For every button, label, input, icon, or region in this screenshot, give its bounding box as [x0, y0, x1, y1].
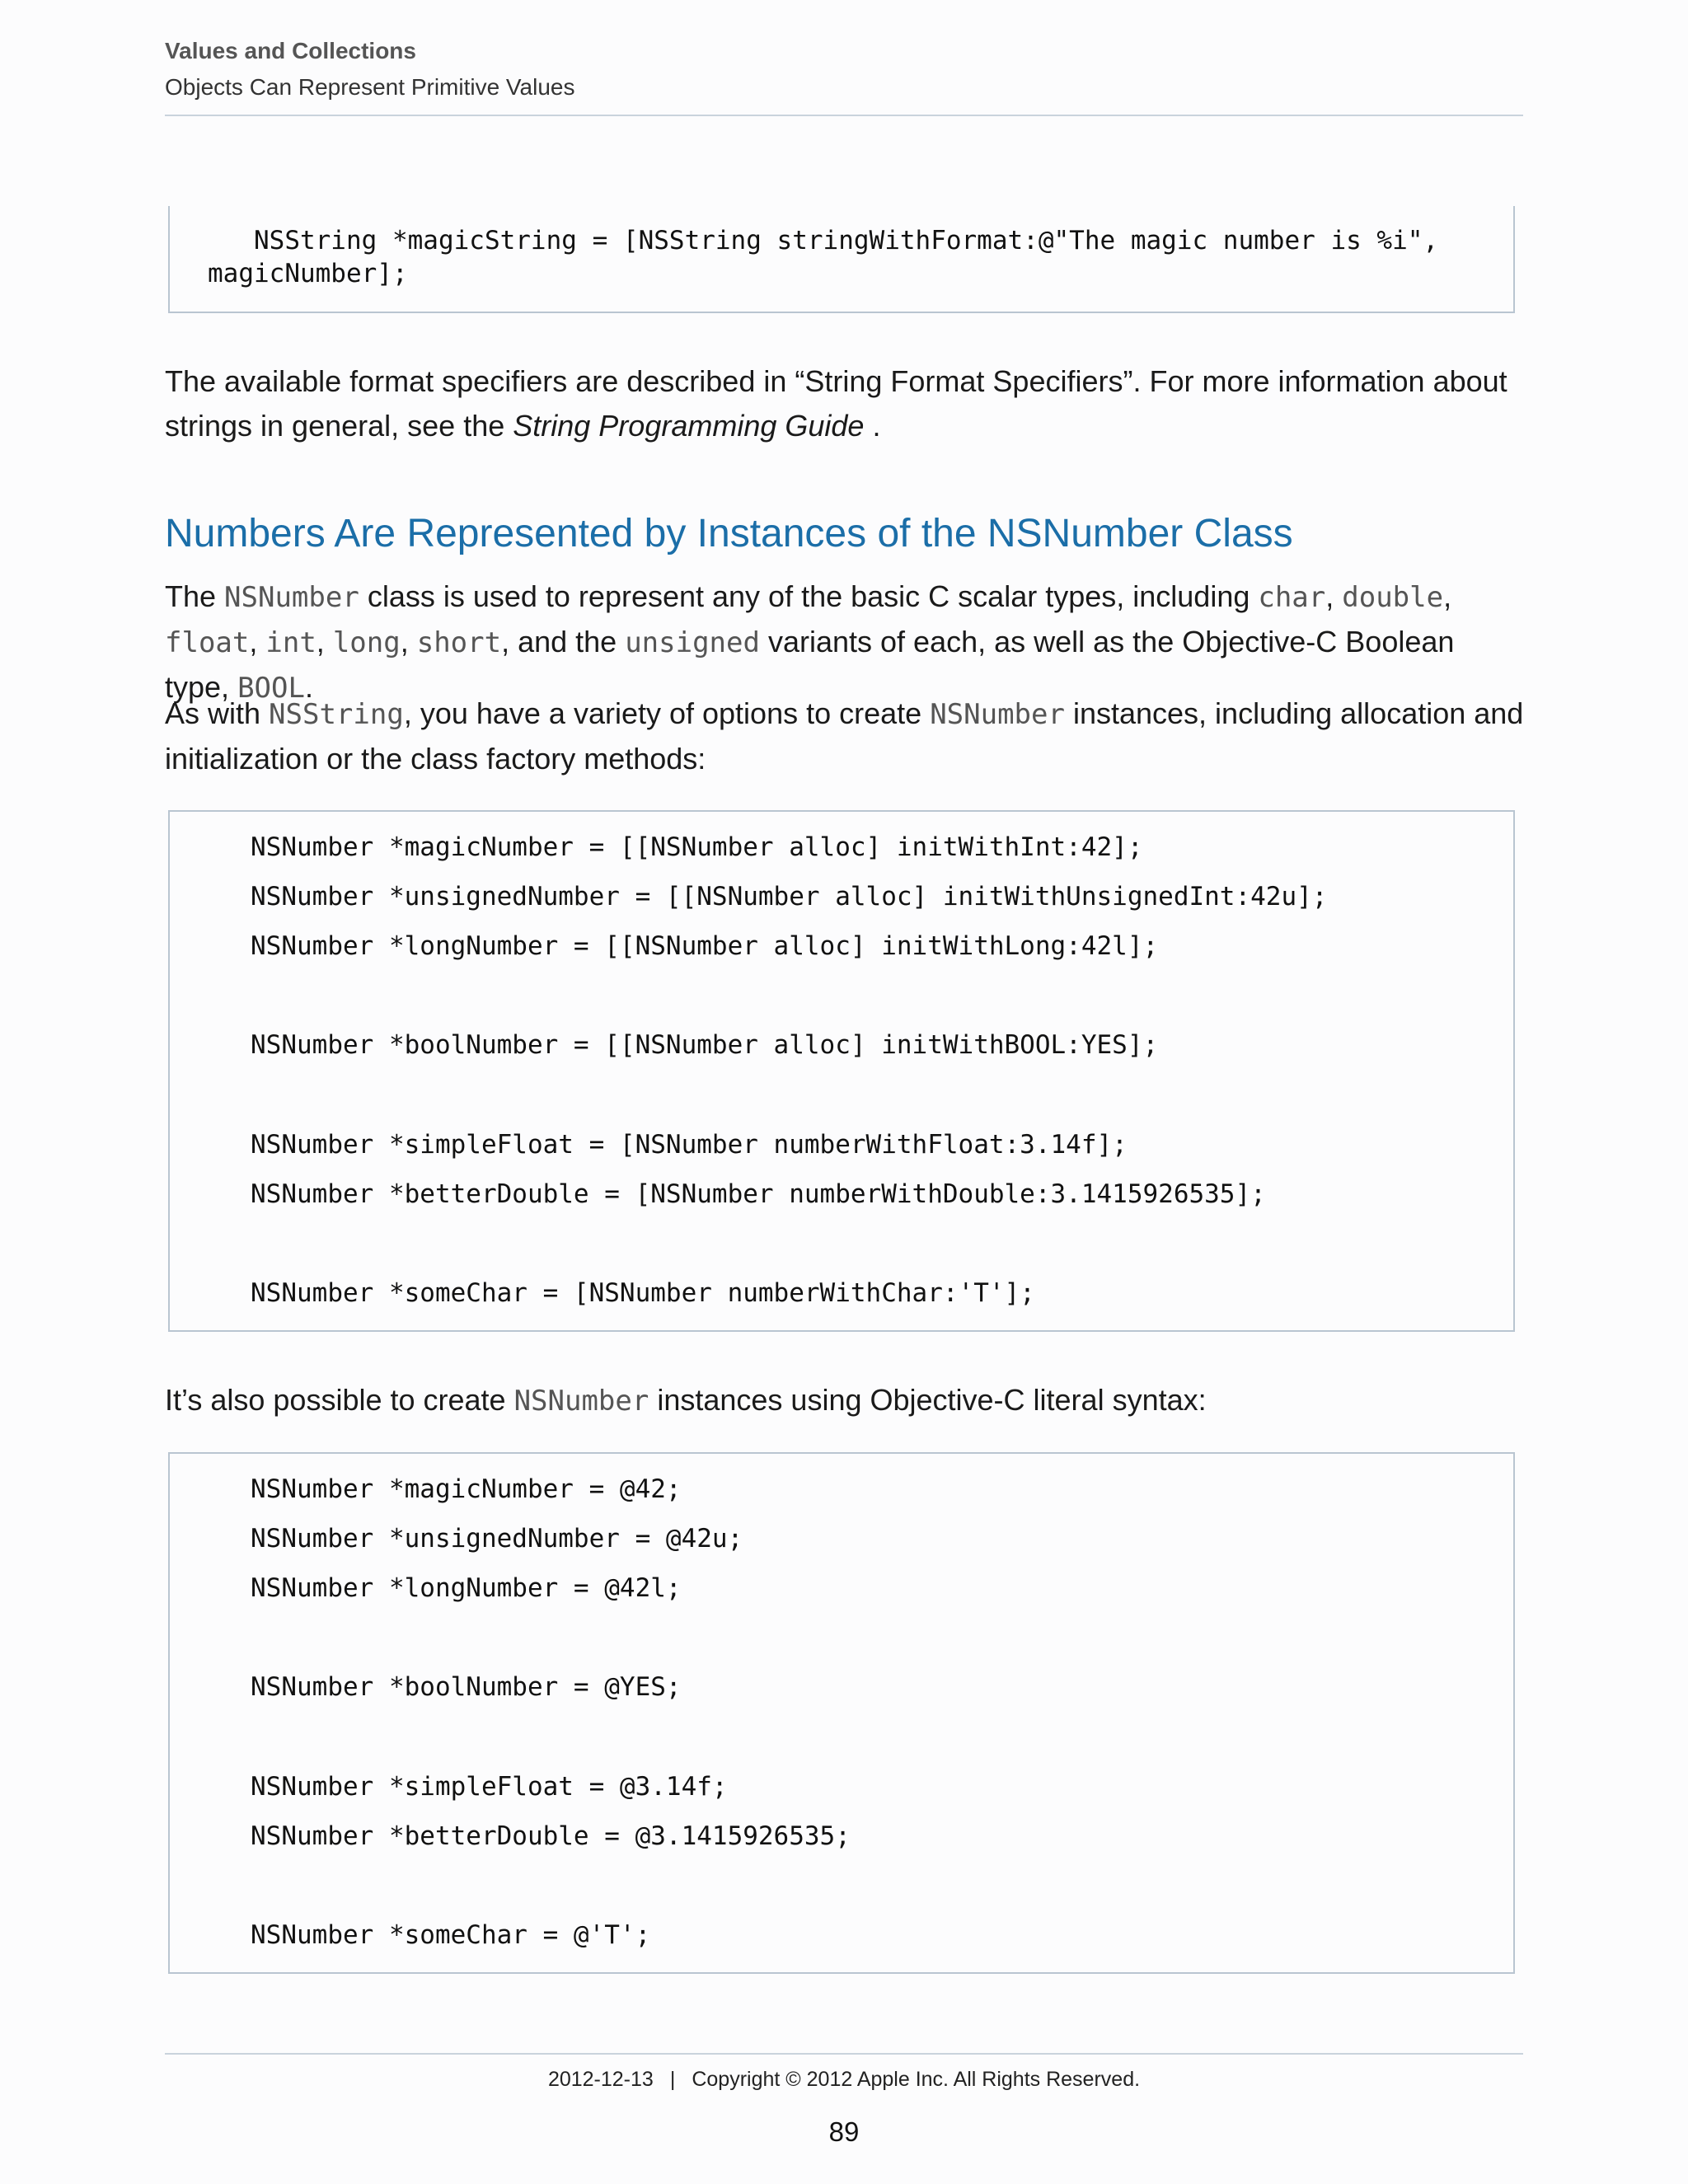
code-block-factory-methods [168, 810, 1515, 1332]
paragraph-text: . [864, 409, 881, 443]
running-header-chapter: Values and Collections [165, 38, 416, 63]
code-line: NSNumber *boolNumber = @YES; [251, 1672, 682, 1702]
paragraph-text: As with [165, 696, 270, 730]
paragraph-text: variants of each, as well as the Objective-C Boolean type, [165, 625, 1455, 704]
inline-code: char [1258, 581, 1326, 614]
paragraph-text: The available format specifiers are described in “String Format Specifiers”. For more information about strings in general, see the [165, 364, 1507, 443]
inline-code: int [265, 626, 316, 659]
paragraph-text: instances using Objective-C literal syntax: [649, 1383, 1207, 1417]
paragraph-text: instances, including allocation and initialization or the class factory methods: [165, 696, 1524, 776]
paragraph-text: , [400, 625, 417, 658]
paragraph-text: The [165, 579, 225, 613]
paragraph-nsnumber-class [165, 574, 1525, 710]
paragraph-text: class is used to represent any of the basic C scalar types, including [359, 579, 1259, 613]
code-line: NSString *magicString = [NSString stringWithFormat:@"The magic number is %i", [208, 226, 1439, 255]
code-line: NSNumber *someChar = @'T'; [251, 1920, 651, 1950]
inline-code: NSNumber [513, 1385, 649, 1418]
paragraph-text: , you have a variety of options to create [403, 696, 931, 730]
code-line: NSNumber *longNumber = @42l; [251, 1573, 682, 1603]
section-heading: Numbers Are Represented by Instances of the NSNumber Class [165, 512, 1293, 555]
paragraph-create-instances [165, 691, 1525, 781]
code-line: NSNumber *boolNumber = [[NSNumber alloc] initWithBOOL:YES]; [251, 1030, 1159, 1060]
paragraph-format-specifiers [165, 359, 1525, 448]
paragraph-text: , and the [501, 625, 626, 658]
footer [0, 2068, 1688, 2092]
code-block-literal-syntax [168, 1452, 1515, 1974]
inline-code: short [416, 626, 502, 659]
code-line: NSNumber *betterDouble = [NSNumber numberWithDouble:3.1415926535]; [251, 1179, 1266, 1209]
inline-code: BOOL [237, 672, 305, 705]
footer-divider [165, 2053, 1523, 2055]
paragraph-text: , [1325, 579, 1343, 613]
code-line: magicNumber]; [208, 259, 408, 288]
paragraph-text: It’s also possible to create [165, 1383, 514, 1417]
code-line: NSNumber *someChar = [NSNumber numberWithChar:'T']; [251, 1278, 1035, 1308]
paragraph-text: , [249, 625, 266, 658]
inline-code: NSNumber [930, 698, 1065, 731]
paragraph-literal-syntax [165, 1378, 1525, 1423]
inline-code: NSNumber [224, 581, 359, 614]
guide-link[interactable]: String Programming Guide [513, 409, 865, 443]
footer-copyright: Copyright © 2012 Apple Inc. All Rights Reserved. [692, 2068, 1141, 2091]
page-number: 89 [828, 2116, 860, 2147]
code-line: NSNumber *magicNumber = [[NSNumber alloc] initWithInt:42]; [251, 832, 1143, 862]
code-block-format-string [168, 206, 1515, 313]
running-header-section: Objects Can Represent Primitive Values [165, 74, 575, 100]
footer-date: 2012-12-13 [547, 2068, 654, 2091]
inline-code: float [165, 626, 250, 659]
inline-code: NSString [269, 698, 404, 731]
paragraph-text: , [1443, 579, 1452, 613]
code-line: NSNumber *simpleFloat = @3.14f; [251, 1772, 728, 1802]
paragraph-text: , [316, 625, 333, 658]
code-line: NSNumber *betterDouble = @3.1415926535; [251, 1821, 851, 1851]
code-line: NSNumber *unsignedNumber = [[NSNumber alloc] initWithUnsignedInt:42u]; [251, 882, 1328, 912]
header-divider [165, 115, 1523, 116]
code-line: NSNumber *simpleFloat = [NSNumber numberWithFloat:3.14f]; [251, 1130, 1128, 1160]
inline-code: double [1342, 581, 1444, 614]
code-line: NSNumber *unsignedNumber = @42u; [251, 1524, 743, 1554]
code-line: NSNumber *longNumber = [[NSNumber alloc] initWithLong:42l]; [251, 931, 1159, 961]
inline-code: long [332, 626, 401, 659]
footer-separator: | [669, 2068, 676, 2091]
code-line: NSNumber *magicNumber = @42; [251, 1474, 682, 1504]
inline-code: unsigned [625, 626, 760, 659]
paragraph-text: . [304, 670, 313, 704]
